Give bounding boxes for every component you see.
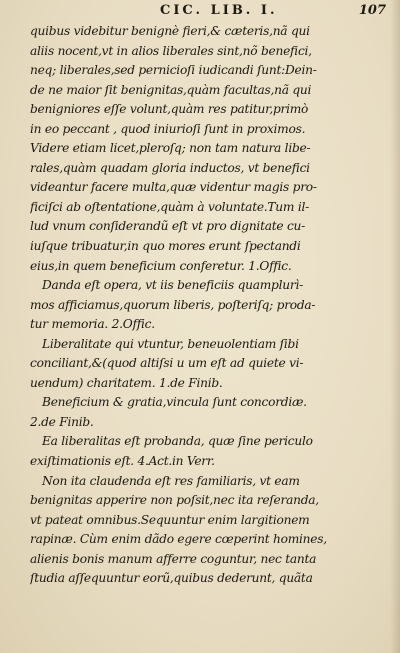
running-title: CIC. LIB. I. <box>160 3 278 18</box>
text-line: exiſtimationis eſt. 4.Act.in Verr. <box>30 454 215 469</box>
text-line: neq; liberales,sed pernicioſi iudicandi ſunt:Dein- <box>30 63 317 78</box>
text-line: rapinæ. Cùm enim dãdo egere cœperint homines, <box>30 532 327 547</box>
text-body <box>30 22 388 589</box>
text-line: 2.de Finib. <box>30 414 94 429</box>
text-line: Ea liberalitas eſt probanda, quæ ſine periculo <box>42 434 313 449</box>
text-line: alienis bonis manum afferre coguntur, nec tanta <box>30 551 317 566</box>
text-line: in eo peccant , quod iniurioſi ſunt in proximos. <box>30 121 306 136</box>
text-line: eius,in quem beneficium conferetur. 1.Offic. <box>30 258 292 273</box>
text-line: uendum) charitatem. 1.de Finib. <box>30 375 223 390</box>
text-line: rales,quàm quadam gloria inductos, vt benefici <box>30 160 310 175</box>
text-line: Non ita claudenda eſt res familiaris, vt eam <box>42 473 300 488</box>
text-line: quibus videbitur benignè fieri,& cæteris,nã qui <box>30 24 310 38</box>
text-line: ſtudia aſſequuntur eorũ,quibus dederunt, quãta <box>30 571 313 586</box>
text-line: de ne maior ſit benignitas,quàm facultas,nã qui <box>30 82 312 97</box>
text-line: Videre etiam licet,pleroſq; non tam natura libe- <box>30 141 311 156</box>
page-gutter-shadow <box>390 0 400 653</box>
text-line: lud vnum conſiderandũ eſt vt pro dignitate cu- <box>30 219 306 234</box>
folio-number: 107 <box>358 3 386 18</box>
text-line: videantur facere multa,quæ videntur magis pro- <box>30 180 317 195</box>
text-line: benigniores eſſe volunt,quàm res patitur,primò <box>30 102 309 117</box>
text-line: iuſque tribuatur,in quo mores erunt ſpectandi <box>30 239 301 254</box>
text-line: ficiſci ab oſtentatione,quàm à voluntate.Tum il- <box>30 199 310 214</box>
text-line: vt pateat omnibus.Sequuntur enim largitionem <box>30 512 310 527</box>
text-line: tur memoria. 2.Offic. <box>30 317 155 332</box>
text-line: conciliant,&(quod altiſsi u um eſt ad quiete vi- <box>30 356 304 371</box>
text-line: aliis nocent,vt in alios liberales sint,nõ benefici, <box>30 43 312 58</box>
text-line: Danda eſt opera, vt iis beneficiis quamplurì- <box>42 278 303 293</box>
text-line: Liberalitate qui vtuntur, beneuolentiam ſibi <box>42 336 299 351</box>
text-line: benignitas apperire non poſsit,nec ita reſeranda, <box>30 493 319 508</box>
page-header <box>160 3 386 18</box>
text-line: mos afficiamus,quorum liberis, poſteriſq; proda- <box>30 297 316 312</box>
text-line: Beneficium & gratia,vincula ſunt concordiæ. <box>42 395 307 410</box>
